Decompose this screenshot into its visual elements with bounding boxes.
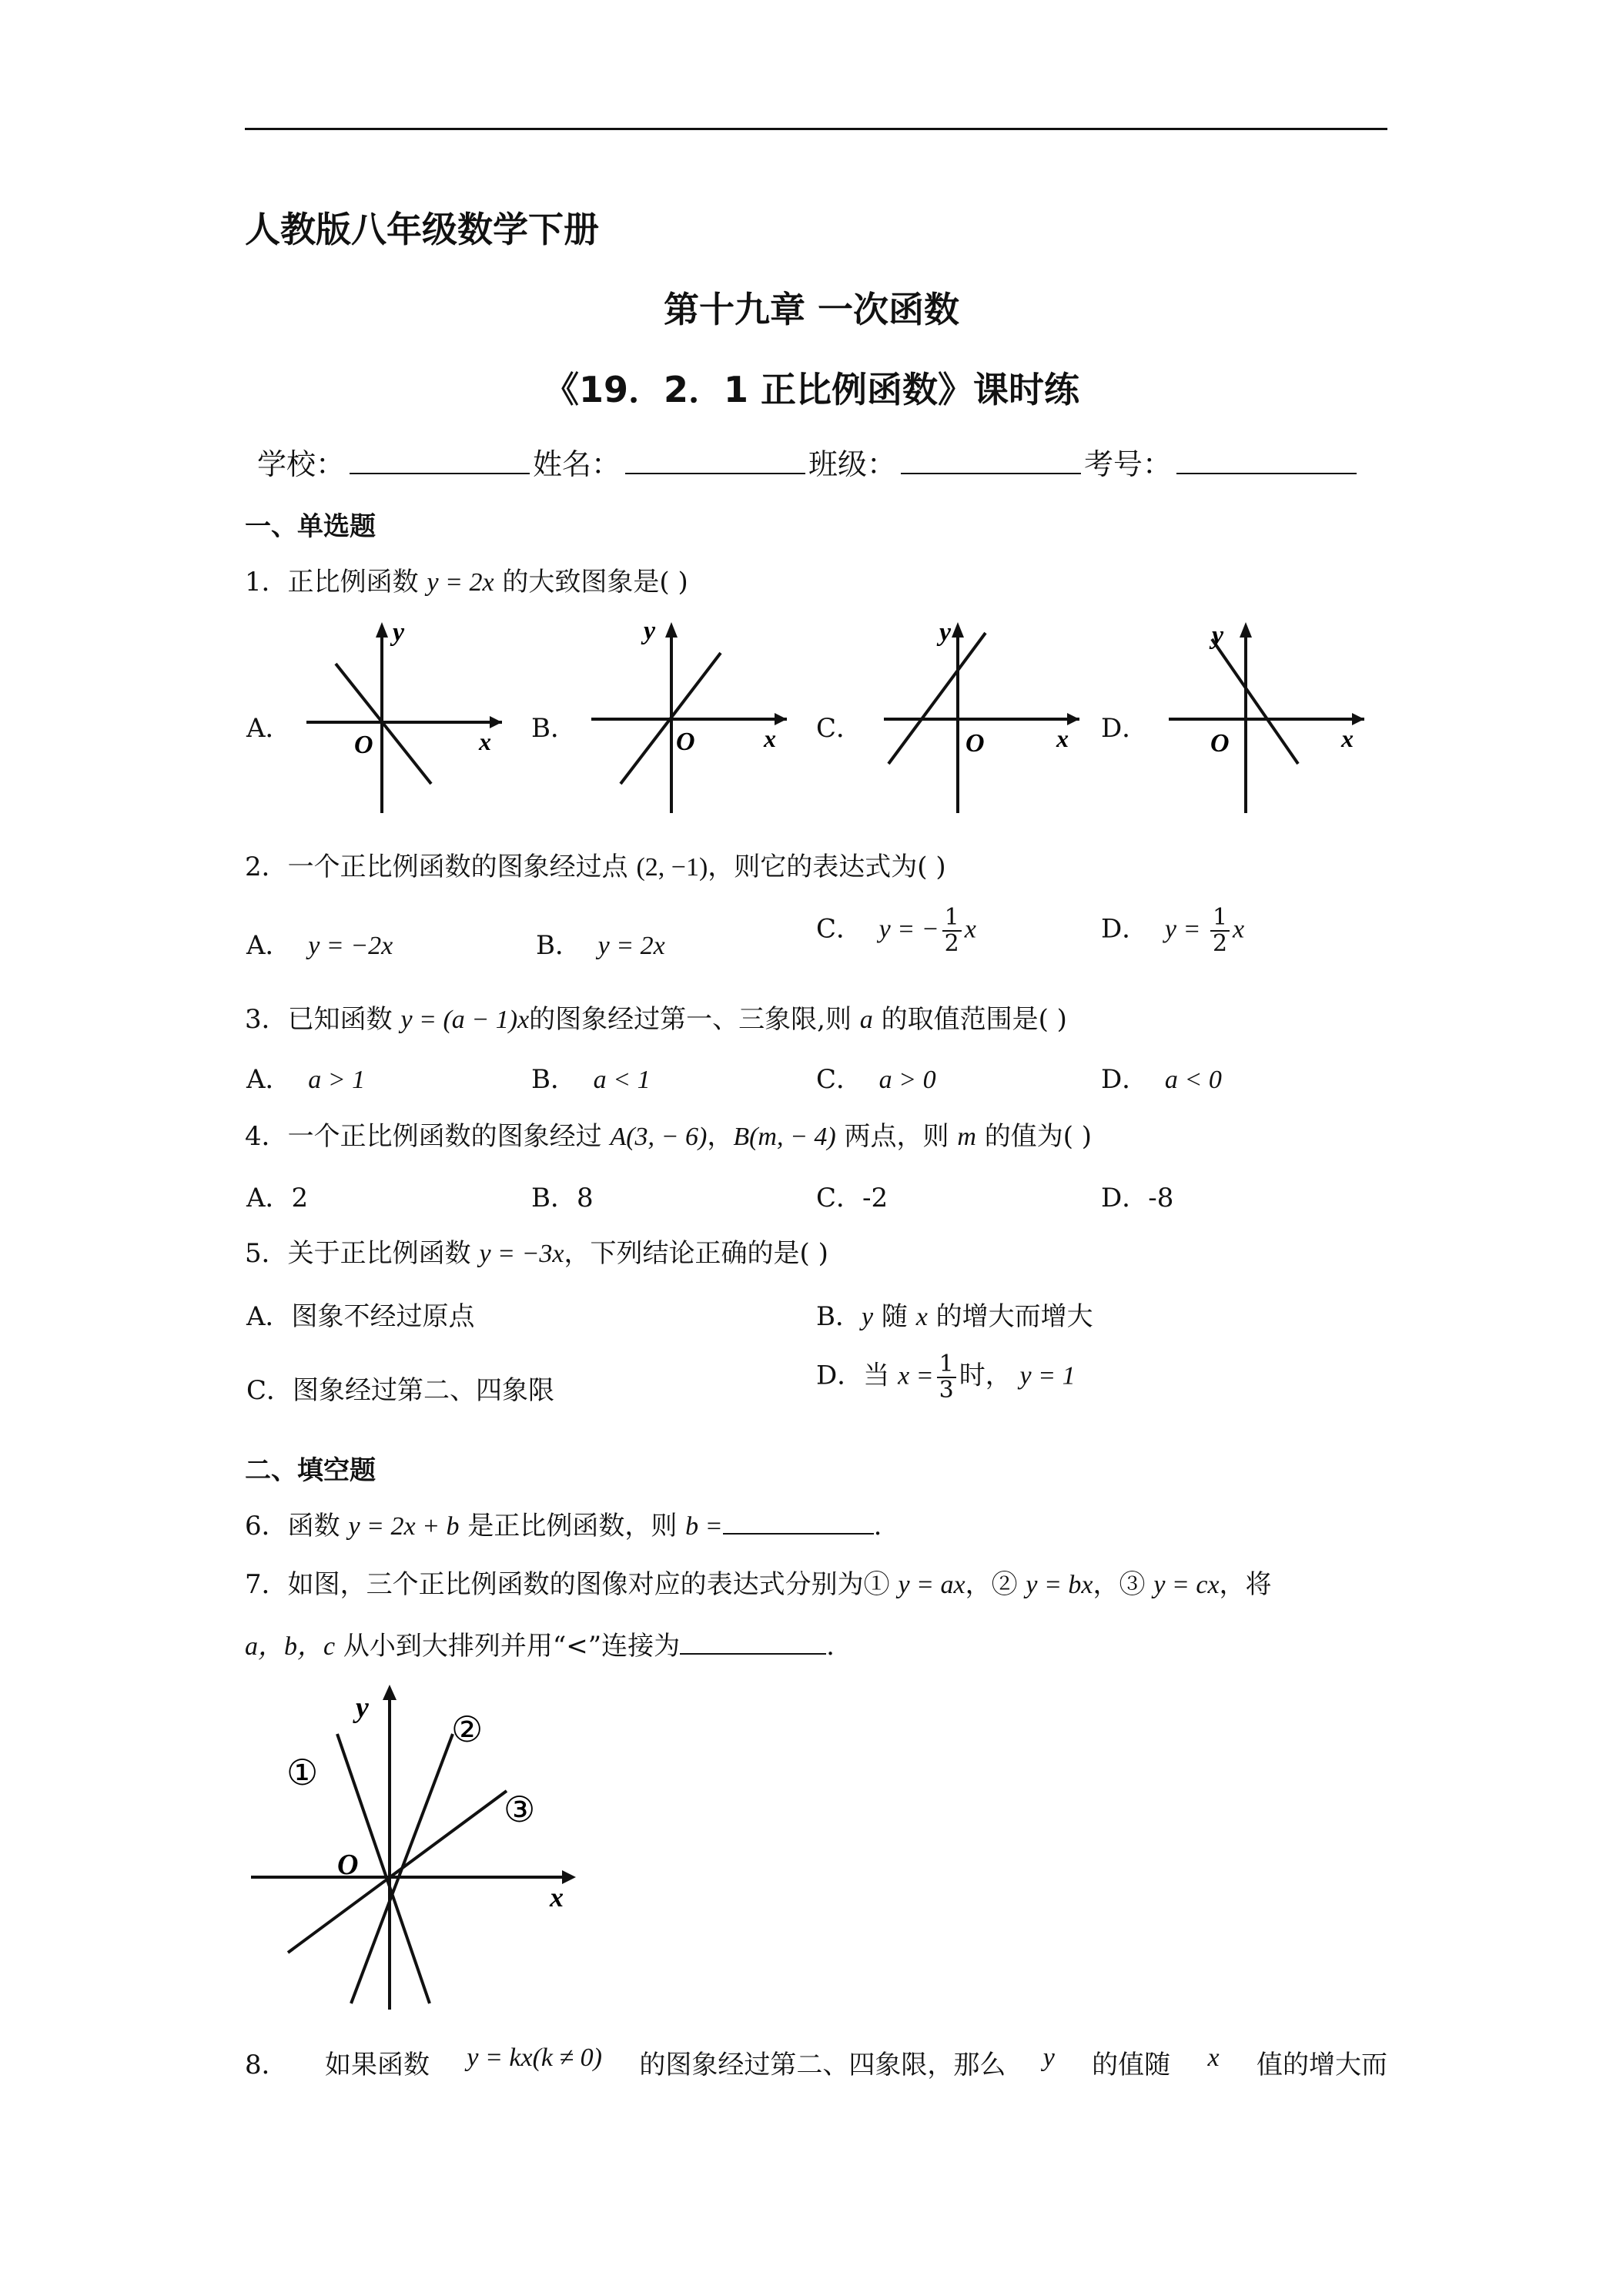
q4-point-a: A(3, − 6) (610, 1123, 708, 1151)
q2-option-c[interactable]: C． y = − $\frac{1}{2}$ x (816, 904, 976, 957)
exam-number-field[interactable] (1176, 447, 1357, 474)
exam-number-label: 考号： (1084, 447, 1173, 481)
q4-option-b[interactable]: B．8 (531, 1183, 594, 1213)
q1-d-y-label: y (1212, 621, 1224, 650)
q3-option-a[interactable]: A． a > 1 (246, 1064, 366, 1095)
q4-option-c[interactable]: C．-2 (816, 1183, 888, 1213)
q6-expression: y = 2x + b (348, 1512, 460, 1541)
q3-option-c[interactable]: C． a > 0 (816, 1064, 936, 1095)
q4-option-a[interactable]: A．2 (246, 1183, 309, 1213)
question-5: 5．关于正比例函数 y = −3x，下列结论正确的是( ) (245, 1238, 828, 1269)
q8-expression: y = kx(k ≠ 0) (467, 2043, 602, 2072)
q7-y-label: y (356, 1692, 369, 1724)
q1-b-origin: O (676, 728, 695, 756)
q1-graph-a (300, 616, 508, 818)
q2-d-fraction: $\frac{1}{2}$ (1210, 905, 1230, 956)
q1-c-x-label: x (1056, 725, 1069, 752)
school-label: 学校： (257, 447, 346, 481)
section-fill-blank: 二、填空题 (245, 1455, 376, 1486)
question-2: 2．一个正比例函数的图象经过点 (2, −1)，则它的表达式为( ) (245, 852, 946, 882)
q6-answer-blank[interactable] (723, 1510, 874, 1535)
q7-answer-blank[interactable] (680, 1630, 826, 1655)
q1-option-b-label[interactable]: B． (531, 713, 577, 744)
q1-graph-b (585, 616, 793, 818)
q1-c-y-label: y (939, 618, 952, 647)
q1-a-origin: O (354, 731, 373, 759)
q1-b-x-label: x (764, 725, 776, 752)
question-3: 3．已知函数 y = (a − 1)x的图象经过第一、三象限,则 a 的取值范围是( ) (245, 1004, 1067, 1035)
question-7-line-2: a，b，c 从小到大排列并用“<”连接为 . (245, 1631, 835, 1662)
chapter-title: 第十九章 一次函数 (663, 289, 959, 330)
q2-c-fraction: $\frac{1}{2}$ (942, 905, 962, 956)
q1-c-origin: O (965, 729, 985, 758)
q2-option-b[interactable]: B． y = 2x (536, 930, 665, 961)
school-field[interactable] (350, 447, 530, 474)
q1-expression: y = 2x (427, 568, 494, 597)
q1-graph-c (878, 616, 1086, 818)
q7-graph (245, 1671, 599, 2016)
q2-option-d[interactable]: D． y = $\frac{1}{2}$ x (1101, 904, 1245, 957)
q3-expression: y = (a − 1)x (400, 1006, 530, 1034)
q1-d-origin: O (1210, 729, 1230, 758)
q1-d-x-label: x (1341, 725, 1354, 752)
q5-option-b[interactable]: B．y 随 x 的增大而增大 (816, 1301, 1093, 1332)
q4-point-b: B(m, − 4) (733, 1123, 836, 1151)
q1-option-c-label[interactable]: C． (816, 713, 863, 744)
q7-line-2-label: ② (451, 1710, 484, 1749)
q3-option-d[interactable]: D． a < 0 (1101, 1064, 1222, 1095)
q3-option-b[interactable]: B． a < 1 (531, 1064, 651, 1095)
q1-a-y-label: y (393, 618, 405, 647)
question-7: 7．如图，三个正比例函数的图像对应的表达式分别为① y = ax，② y = bx，③ y = cx，将 (245, 1569, 1272, 1600)
class-label: 班级： (808, 447, 897, 481)
name-field[interactable] (625, 447, 805, 474)
q5-option-a[interactable]: A．图象不经过原点 (246, 1301, 475, 1332)
student-info-row (257, 440, 1360, 483)
q5-d-fraction: $\frac{1}{3}$ (937, 1352, 956, 1402)
q7-origin: O (337, 1849, 359, 1881)
q7-x-label: x (550, 1882, 564, 1913)
q1-option-a-label[interactable]: A． (246, 713, 292, 744)
q5-option-d[interactable]: D．当 x = $\frac{1}{3}$ 时， y = 1 (816, 1350, 1076, 1404)
name-label: 姓名： (533, 447, 621, 481)
q4-option-d[interactable]: D．-8 (1101, 1183, 1174, 1213)
question-1: 1．正比例函数 y = 2x 的大致图象是( ) (245, 567, 688, 597)
book-title: 人教版八年级数学下册 (245, 209, 599, 250)
q5-expression: y = −3x (479, 1240, 564, 1268)
header-rule (245, 128, 1387, 130)
q2-point: (2, −1) (636, 853, 708, 882)
lesson-title: 《19．2．1 正比例函数》课时练 (543, 369, 1080, 410)
q7-line-3-label: ③ (504, 1790, 536, 1829)
q5-option-c[interactable]: C．图象经过第二、四象限 (246, 1375, 555, 1406)
q1-option-d-label[interactable]: D． (1101, 713, 1149, 744)
question-8: 8． 如果函数 y = kx(k ≠ 0) 的图象经过第二、四象限，那么 y 的值随 x 值的增大而 (245, 2043, 1387, 2080)
q2-option-a[interactable]: A． y = −2x (246, 930, 393, 961)
question-6: 6．函数 y = 2x + b 是正比例函数，则 b = . (245, 1511, 882, 1541)
q1-b-y-label: y (644, 617, 656, 645)
q7-line-1-label: ① (286, 1753, 319, 1792)
q1-graph-d (1163, 616, 1370, 818)
question-4: 4．一个正比例函数的图象经过 A(3, − 6)，B(m, − 4) 两点，则 m 的值为( ) (245, 1121, 1093, 1152)
q1-a-x-label: x (479, 728, 491, 755)
section-single-choice: 一、单选题 (245, 511, 376, 542)
class-field[interactable] (901, 447, 1081, 474)
